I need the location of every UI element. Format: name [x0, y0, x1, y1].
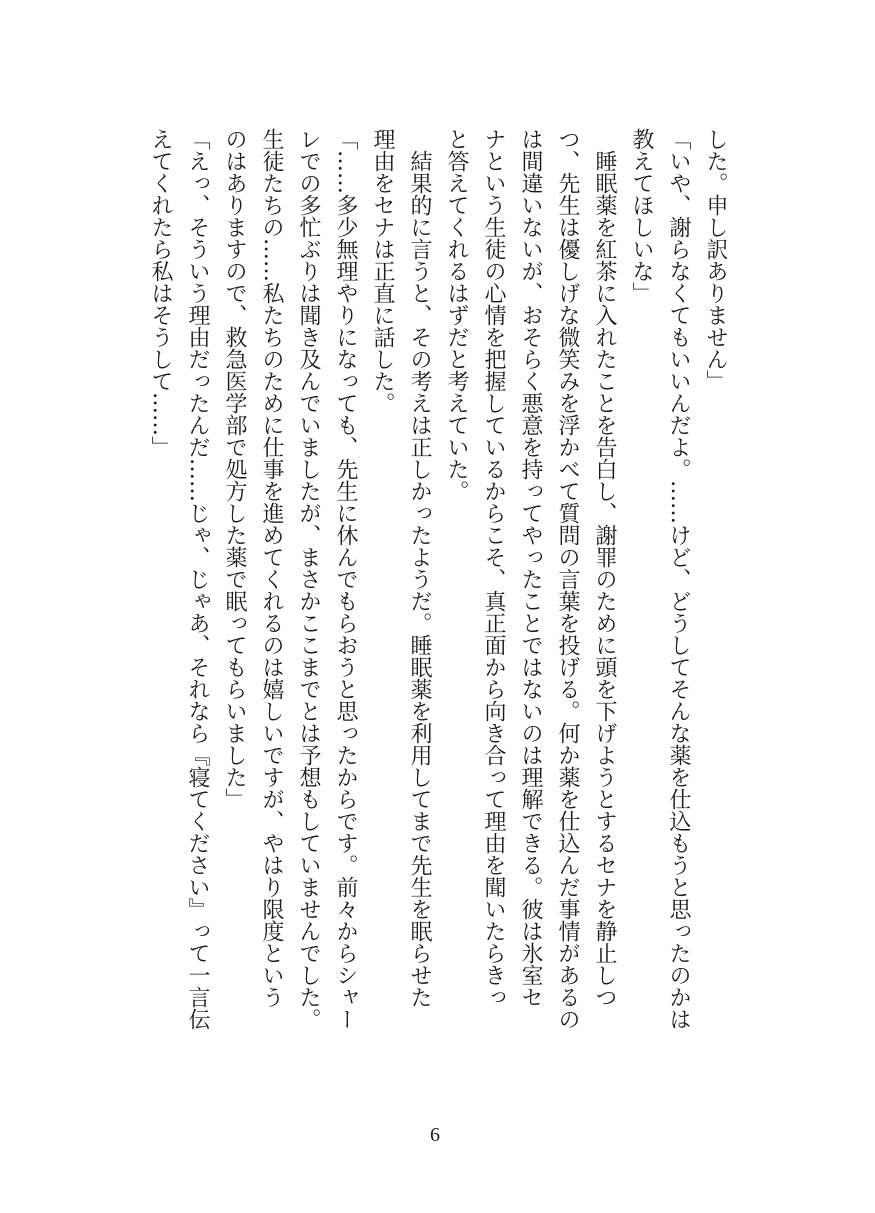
text-line: のはありますので、救急医学部で処方した薬で眠ってもらいました」	[222, 128, 247, 810]
text-line: 生徒たちの……私たちのために仕事を進めてくれるのは嬉しいですが、やはり限度という	[259, 128, 284, 1008]
page-number: 6	[430, 1124, 440, 1146]
text-line: 睡眠薬を紅茶に入れたことを告白し、謝罪のために頭を下げようとするセナを静止しつ	[592, 128, 617, 1008]
text-line: レでの多忙ぶりは聞き及んでいましたが、まさかここまでとは予想もしていませんでした。	[296, 128, 321, 1030]
text-line: 「えっ、そういう理由だったんだ……じゃ、じゃあ、それなら『寝てください』って一言伝	[185, 128, 210, 1030]
text-line: した。申し訳ありません」	[703, 128, 728, 392]
text-line: は間違いないが、おそらく悪意を持ってやったことではないのは理解できる。彼は氷室セ	[518, 128, 543, 1008]
text-line: 結果的に言うと、その考えは正しかったようだ。睡眠薬を利用してまで先生を眠らせた	[407, 128, 432, 1008]
text-line: と答えてくれるはずだと考えていた。	[444, 128, 469, 502]
text-line: 「いや、謝らなくてもいいんだよ。……けど、どうしてそんな薬を仕込もうと思ったのかは	[666, 128, 691, 1030]
text-line: つ、先生は優しげな微笑みを浮かべて質問の言葉を投げる。何か薬を仕込んだ事情があるの	[555, 128, 580, 1030]
text-line: 理由をセナは正直に話した。	[370, 128, 395, 414]
text-line: 教えてほしいな」	[629, 128, 654, 304]
body-text	[142, 128, 734, 1058]
text-line: ナという生徒の心情を把握しているからこそ、真正面から向き合って理由を聞いたらきっ	[481, 128, 506, 1008]
text-line: 「……多少無理やりになっても、先生に休んでもらおうと思ったからです。前々からシャー	[333, 128, 358, 1030]
text-line: えてくれたら私はそうして……」	[148, 128, 173, 458]
